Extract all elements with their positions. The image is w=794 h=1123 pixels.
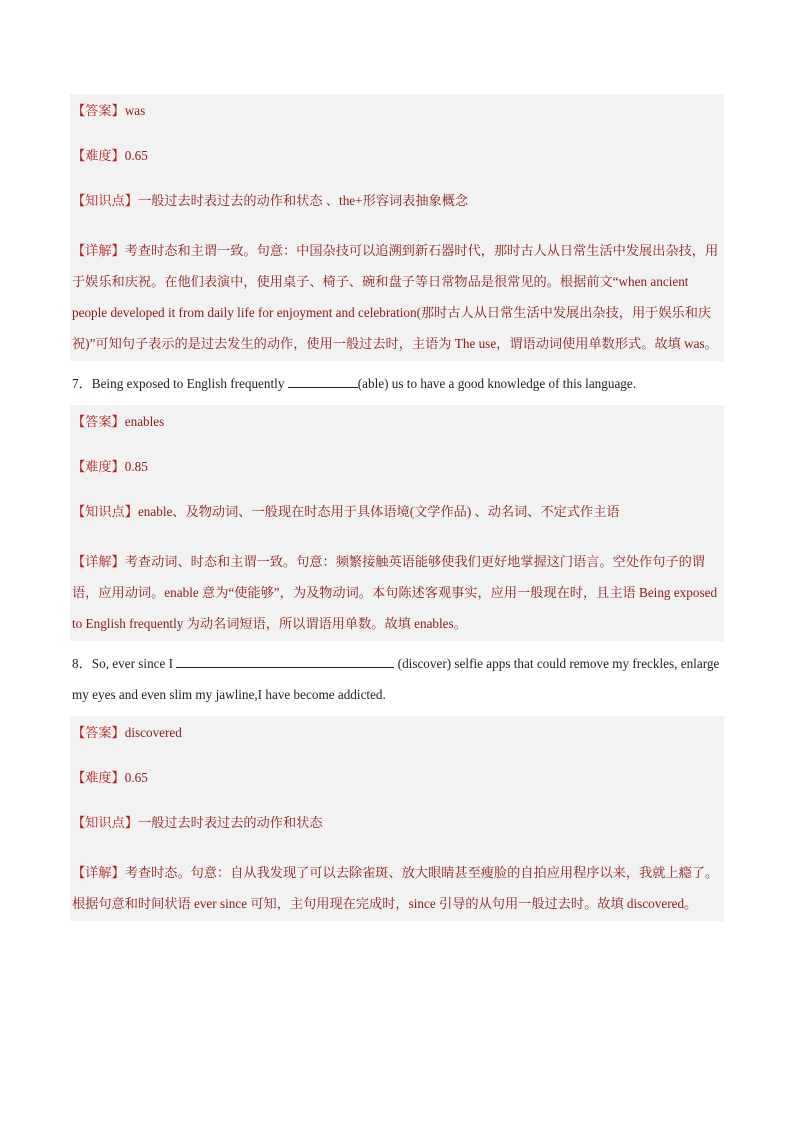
knowledge-tag: 【知识点】 xyxy=(72,193,138,208)
knowledge-value: enable、及物动词、一般现在时态用于具体语境(文学作品) 、动名词、不定式作主语 xyxy=(137,504,620,519)
question-8 xyxy=(70,641,724,716)
q8-detail xyxy=(72,851,722,921)
question-8-text-start: 8．So, ever since I xyxy=(72,656,177,671)
q6-difficulty-row xyxy=(72,139,722,184)
answer-blank xyxy=(288,375,358,388)
knowledge-tag: 【知识点】 xyxy=(72,504,138,519)
q7-answer-block xyxy=(70,405,724,641)
knowledge-tag: 【知识点】 xyxy=(72,815,138,830)
difficulty-tag: 【难度】 xyxy=(72,459,125,474)
q8-answer-row xyxy=(72,716,722,761)
answer-tag: 【答案】 xyxy=(72,103,125,118)
answer-tag: 【答案】 xyxy=(72,414,125,429)
answer-value: enables xyxy=(124,414,165,429)
answer-value: discovered xyxy=(124,725,182,740)
detail-text: 考查时态和主谓一致。句意：中国杂技可以追溯到新石器时代，那时古人从日常生活中发展出杂技，用于娱乐和庆祝。在他们表演中，使用桌子、椅子、碗和盘子等日常物品是很常见的。根据前文“when ancient people developed it from daily life for enjoyment and celebration(那时古人从日常生活中发展出杂技，用于娱乐和庆祝)”可知句子表示的是过去发生的动作，使用一般过去时，主语为 The use，谓语动词使用单数形式。故填 was。 xyxy=(72,243,719,351)
q6-knowledge-row xyxy=(72,184,722,229)
difficulty-tag: 【难度】 xyxy=(72,148,125,163)
question-7-text-start: 7．Being exposed to English frequently xyxy=(72,376,288,391)
q7-difficulty-row xyxy=(72,450,722,495)
knowledge-value: 一般过去时表过去的动作和状态 xyxy=(137,815,323,830)
question-8-text-end: (discover) selfie apps that could remove my freckles, enlarge my eyes and even slim my jawline,I have become addicted. xyxy=(72,656,720,702)
knowledge-value: 一般过去时表过去的动作和状态 、the+形容词表抽象概念 xyxy=(137,193,469,208)
detail-text: 考查时态。句意：自从我发现了可以去除雀斑、放大眼睛甚至瘦脸的自拍应用程序以来，我就上瘾了。根据句意和时间状语 ever since 可知，主句用现在完成时，since 引导的从句用一般过去时。故填 discovered。 xyxy=(72,865,719,911)
q8-difficulty-row xyxy=(72,761,722,806)
q6-answer-row xyxy=(72,94,722,139)
q7-detail xyxy=(72,540,722,641)
difficulty-value: 0.85 xyxy=(124,459,148,474)
difficulty-value: 0.65 xyxy=(124,770,148,785)
q8-answer-block xyxy=(70,716,724,921)
q8-knowledge-row xyxy=(72,806,722,851)
detail-tag: 【详解】 xyxy=(72,243,125,258)
difficulty-value: 0.65 xyxy=(124,148,148,163)
question-7-text-end: (able) us to have a good knowledge of this language. xyxy=(357,376,637,391)
answer-tag: 【答案】 xyxy=(72,725,125,740)
question-7 xyxy=(70,361,724,405)
q7-knowledge-row xyxy=(72,495,722,540)
detail-text: 考查动词、时态和主谓一致。句意：频繁接触英语能够使我们更好地掌握这门语言。空处作句子的谓语，应用动词。enable 意为“使能够”，为及物动词。本句陈述客观事实，应用一般现在时，且主语 Being exposed to English frequently 为动名词短语，所以谓语用单数。故填 enables。 xyxy=(72,554,718,631)
q7-answer-row xyxy=(72,405,722,450)
document-page xyxy=(70,94,724,921)
detail-tag: 【详解】 xyxy=(72,865,125,880)
answer-blank xyxy=(176,655,394,668)
q6-detail xyxy=(72,229,722,361)
difficulty-tag: 【难度】 xyxy=(72,770,125,785)
q6-answer-block xyxy=(70,94,724,361)
answer-value: was xyxy=(124,103,146,118)
detail-tag: 【详解】 xyxy=(72,554,125,569)
